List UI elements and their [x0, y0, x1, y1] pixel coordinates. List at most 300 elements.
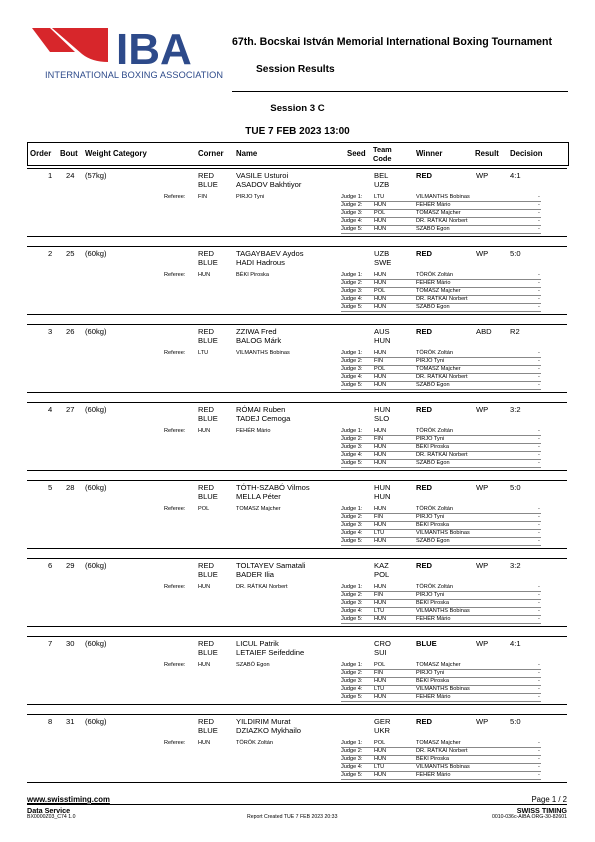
- red-boxer-name: TOLTAYEV Samatali: [236, 561, 306, 570]
- judge-country: HUN: [374, 694, 387, 700]
- judge-score-dash: -: [538, 202, 540, 208]
- footer-doc-code: BX0000Z03_C74 1.0: [27, 814, 76, 820]
- bout-number: 24: [66, 171, 75, 180]
- judge-score-dash: -: [538, 506, 540, 512]
- judge-name: FEHÉR Mário: [416, 202, 451, 208]
- judge-score-dash: -: [538, 592, 540, 598]
- judge-name: SZABÓ Egon: [416, 304, 450, 310]
- judge-row-rule: [341, 233, 541, 234]
- referee-label: Referee:: [164, 662, 186, 668]
- judge-label: Judge 4:: [341, 218, 363, 224]
- judge-name: TÖRÖK Zoltán: [416, 428, 453, 434]
- judge-country: HUN: [374, 748, 387, 754]
- judge-score-dash: -: [538, 694, 540, 700]
- red-boxer-name: TAGAYBAEV Aydos: [236, 249, 304, 258]
- red-team-code: CRO: [374, 639, 391, 648]
- judge-name: TÖRÖK Zoltán: [416, 506, 453, 512]
- judge-label: Judge 2:: [341, 202, 363, 208]
- judge-score-dash: -: [538, 514, 540, 520]
- judge-label: Judge 2:: [341, 748, 363, 754]
- judge-label: Judge 3:: [341, 600, 363, 606]
- judge-label: Judge 4:: [341, 530, 363, 536]
- judge-country: HUN: [374, 382, 387, 388]
- judge-score-dash: -: [538, 194, 540, 200]
- judge-row-rule: [341, 311, 541, 312]
- judge-score-dash: -: [538, 670, 540, 676]
- bout-row: [27, 246, 567, 314]
- bout-bottom-line: [27, 314, 567, 315]
- judge-name: TOMASZ Majcher: [416, 210, 461, 216]
- bout-top-line: [27, 714, 567, 715]
- winner: RED: [416, 561, 433, 570]
- footer-brand: SWISS TIMING: [516, 806, 567, 815]
- col-order: Order: [30, 149, 52, 158]
- bout-top-line: [27, 324, 567, 325]
- bout-row: [27, 402, 567, 470]
- judge-name: TOMASZ Majcher: [416, 288, 461, 294]
- footer-divider: [27, 804, 567, 805]
- bout-row: [27, 714, 567, 782]
- bout-bottom-line: [27, 548, 567, 549]
- judge-name: PIRJO Tyni: [416, 436, 445, 442]
- judge-name: TÖRÖK Zoltán: [416, 584, 453, 590]
- judge-score-dash: -: [538, 444, 540, 450]
- judge-label: Judge 4:: [341, 764, 363, 770]
- decision: 3:2: [510, 561, 521, 570]
- col-corner: Corner: [198, 149, 224, 158]
- bout-row: [27, 480, 567, 548]
- blue-boxer-name: DZIAZKO Mykhailo: [236, 726, 301, 735]
- bout-top-line: [27, 246, 567, 247]
- judge-score-dash: -: [538, 272, 540, 278]
- referee-name: FEHÉR Mário: [236, 428, 271, 434]
- judge-name: VILMANTHS Bobinas: [416, 764, 470, 770]
- session-title: Session 3 C: [270, 103, 325, 114]
- judge-name: FEHÉR Mário: [416, 616, 451, 622]
- result: WP: [476, 639, 489, 648]
- bout-row: [27, 636, 567, 704]
- referee-country: HUN: [198, 740, 211, 746]
- judge-name: DR. RÁTKAI Norbert: [416, 296, 468, 302]
- result: WP: [476, 249, 489, 258]
- result: WP: [476, 717, 489, 726]
- judge-score-dash: -: [538, 530, 540, 536]
- footer-ref: 0010-036c-AIBA.ORG-30-82601: [492, 814, 567, 820]
- judge-score-dash: -: [538, 748, 540, 754]
- judge-country: HUN: [374, 616, 387, 622]
- judge-name: DR. RÁTKAI Norbert: [416, 748, 468, 754]
- weight-category: (60kg): [85, 639, 107, 648]
- judge-score-dash: -: [538, 358, 540, 364]
- bout-row: [27, 558, 567, 626]
- blue-team-code: SWE: [374, 258, 392, 267]
- judge-country: LTU: [374, 764, 385, 770]
- referee-name: TÖRÖK Zoltán: [236, 740, 273, 746]
- corner-blue: BLUE: [198, 414, 218, 423]
- judge-country: HUN: [374, 772, 387, 778]
- judge-score-dash: -: [538, 452, 540, 458]
- bout-number: 27: [66, 405, 75, 414]
- red-team-code: HUN: [374, 483, 391, 492]
- judge-name: SZABÓ Egon: [416, 382, 450, 388]
- referee-label: Referee:: [164, 428, 186, 434]
- judge-row-rule: [341, 467, 541, 468]
- bout-row: [27, 168, 567, 236]
- blue-team-code: POL: [374, 570, 390, 579]
- judge-row-rule: [341, 701, 541, 702]
- judge-name: SZABÓ Egon: [416, 538, 450, 544]
- judge-score-dash: -: [538, 616, 540, 622]
- judge-label: Judge 5:: [341, 694, 363, 700]
- corner-blue: BLUE: [198, 570, 218, 579]
- judge-label: Judge 4:: [341, 374, 363, 380]
- judge-label: Judge 3:: [341, 210, 363, 216]
- judge-name: PIRJO Tyni: [416, 670, 445, 676]
- bout-bottom-line: [27, 236, 567, 237]
- judge-score-dash: -: [538, 460, 540, 466]
- decision: 4:1: [510, 171, 521, 180]
- judge-name: VILMANTHS Bobinas: [416, 686, 470, 692]
- corner-blue: BLUE: [198, 726, 218, 735]
- bout-row: [27, 324, 567, 392]
- report-subtitle: Session Results: [256, 64, 335, 75]
- bout-top-line: [27, 480, 567, 481]
- judge-label: Judge 3:: [341, 444, 363, 450]
- judge-country: HUN: [374, 218, 387, 224]
- bout-bottom-line: [27, 392, 567, 393]
- referee-label: Referee:: [164, 506, 186, 512]
- judge-score-dash: -: [538, 600, 540, 606]
- footer-created: Report Created TUE 7 FEB 2023 20:33: [247, 814, 338, 820]
- judge-country: HUN: [374, 506, 387, 512]
- corner-blue: BLUE: [198, 648, 218, 657]
- referee-country: POL: [198, 506, 210, 512]
- col-team-line1: Team: [373, 145, 392, 154]
- referee-name: VILMANTHS Bobinas: [236, 350, 290, 356]
- judge-label: Judge 5:: [341, 304, 363, 310]
- referee-country: HUN: [198, 428, 211, 434]
- blue-boxer-name: BALOG Márk: [236, 336, 282, 345]
- corner-blue: BLUE: [198, 336, 218, 345]
- bout-bottom-line: [27, 704, 567, 705]
- judge-score-dash: -: [538, 678, 540, 684]
- bout-order: 6: [48, 561, 53, 570]
- bout-top-line: [27, 558, 567, 559]
- red-team-code: AUS: [374, 327, 390, 336]
- decision: 5:0: [510, 249, 521, 258]
- judge-score-dash: -: [538, 686, 540, 692]
- judge-label: Judge 2:: [341, 358, 363, 364]
- bout-order: 2: [48, 249, 53, 258]
- judge-label: Judge 1:: [341, 740, 363, 746]
- judge-label: Judge 5:: [341, 538, 363, 544]
- bout-order: 3: [48, 327, 53, 336]
- col-weight: Weight Category: [85, 149, 147, 158]
- red-team-code: KAZ: [374, 561, 389, 570]
- judge-country: LTU: [374, 686, 385, 692]
- judge-name: DR. RÁTKAI Norbert: [416, 374, 468, 380]
- judge-label: Judge 2:: [341, 436, 363, 442]
- judge-row-rule: [341, 623, 541, 624]
- judge-name: DR. RÁTKAI Norbert: [416, 452, 468, 458]
- judge-country: HUN: [374, 374, 387, 380]
- col-result: Result: [475, 149, 499, 158]
- weight-category: (60kg): [85, 561, 107, 570]
- judge-country: FIN: [374, 514, 384, 520]
- bout-order: 4: [48, 405, 53, 414]
- winner: RED: [416, 405, 433, 414]
- judge-score-dash: -: [538, 288, 540, 294]
- judge-name: DR. RÁTKAI Norbert: [416, 218, 468, 224]
- blue-team-code: UKR: [374, 726, 391, 735]
- bout-bottom-line: [27, 626, 567, 627]
- red-team-code: UZB: [374, 249, 390, 258]
- winner: BLUE: [416, 639, 437, 648]
- weight-category: (60kg): [85, 483, 107, 492]
- judge-name: FEHÉR Mário: [416, 280, 451, 286]
- judge-country: HUN: [374, 428, 387, 434]
- blue-boxer-name: HADI Hadrous: [236, 258, 285, 267]
- red-boxer-name: RÓMAI Ruben: [236, 405, 286, 414]
- referee-country: LTU: [198, 350, 209, 356]
- blue-boxer-name: BADER Ilia: [236, 570, 274, 579]
- judge-country: HUN: [374, 678, 387, 684]
- judge-label: Judge 1:: [341, 584, 363, 590]
- result: WP: [476, 405, 489, 414]
- decision: 5:0: [510, 483, 521, 492]
- corner-blue: BLUE: [198, 180, 218, 189]
- judge-score-dash: -: [538, 772, 540, 778]
- referee-label: Referee:: [164, 272, 186, 278]
- weight-category: (60kg): [85, 405, 107, 414]
- judge-name: BÉKI Piroska: [416, 522, 449, 528]
- bout-number: 28: [66, 483, 75, 492]
- decision: 5:0: [510, 717, 521, 726]
- col-team-line2: Code: [373, 154, 392, 163]
- judge-label: Judge 2:: [341, 280, 363, 286]
- referee-label: Referee:: [164, 584, 186, 590]
- referee-country: HUN: [198, 272, 211, 278]
- judge-country: FIN: [374, 436, 384, 442]
- judge-name: FEHÉR Mário: [416, 694, 451, 700]
- red-boxer-name: LICUL Patrik: [236, 639, 279, 648]
- judge-country: POL: [374, 288, 386, 294]
- judge-country: HUN: [374, 756, 387, 762]
- decision: R2: [510, 327, 520, 336]
- footer-url[interactable]: www.swisstiming.com: [27, 795, 110, 804]
- judge-country: HUN: [374, 226, 387, 232]
- referee-country: HUN: [198, 584, 211, 590]
- decision: 3:2: [510, 405, 521, 414]
- result: WP: [476, 171, 489, 180]
- red-boxer-name: YILDIRIM Murat: [236, 717, 291, 726]
- col-seed: Seed: [347, 149, 366, 158]
- winner: RED: [416, 483, 433, 492]
- winner: RED: [416, 171, 433, 180]
- judge-country: HUN: [374, 280, 387, 286]
- judge-label: Judge 1:: [341, 662, 363, 668]
- red-team-code: BEL: [374, 171, 389, 180]
- judge-row-rule: [341, 389, 541, 390]
- judge-country: HUN: [374, 444, 387, 450]
- referee-country: FIN: [198, 194, 208, 200]
- judge-name: VILMANTHS Bobinas: [416, 194, 470, 200]
- judge-country: HUN: [374, 272, 387, 278]
- bout-order: 8: [48, 717, 53, 726]
- referee-label: Referee:: [164, 194, 186, 200]
- judge-score-dash: -: [538, 522, 540, 528]
- judge-row-rule: [341, 779, 541, 780]
- judge-name: PIRJO Tyni: [416, 592, 445, 598]
- judge-label: Judge 1:: [341, 272, 363, 278]
- bout-bottom-line: [27, 470, 567, 471]
- bout-number: 26: [66, 327, 75, 336]
- judge-name: BÉKI Piroska: [416, 600, 449, 606]
- judge-score-dash: -: [538, 538, 540, 544]
- judge-country: POL: [374, 740, 386, 746]
- judge-country: LTU: [374, 530, 385, 536]
- judge-score-dash: -: [538, 304, 540, 310]
- corner-red: RED: [198, 249, 215, 258]
- blue-boxer-name: MELLA Péter: [236, 492, 281, 501]
- result: WP: [476, 561, 489, 570]
- judge-label: Judge 5:: [341, 382, 363, 388]
- judge-score-dash: -: [538, 210, 540, 216]
- referee-label: Referee:: [164, 350, 186, 356]
- judge-score-dash: -: [538, 740, 540, 746]
- tournament-title: 67th. Bocskai István Memorial International Boxing Tournament: [232, 36, 553, 48]
- judge-name: TOMASZ Majcher: [416, 366, 461, 372]
- decision: 4:1: [510, 639, 521, 648]
- judge-score-dash: -: [538, 296, 540, 302]
- org-name: INTERNATIONAL BOXING ASSOCIATION: [45, 70, 224, 80]
- red-team-code: HUN: [374, 405, 391, 414]
- judge-label: Judge 1:: [341, 428, 363, 434]
- winner: RED: [416, 249, 433, 258]
- col-winner: Winner: [416, 149, 443, 158]
- judge-country: HUN: [374, 522, 387, 528]
- judge-country: HUN: [374, 202, 387, 208]
- judge-country: HUN: [374, 460, 387, 466]
- judge-label: Judge 1:: [341, 194, 363, 200]
- judge-name: PIRJO Tyni: [416, 358, 445, 364]
- judge-name: SZABÓ Egon: [416, 226, 450, 232]
- judge-label: Judge 3:: [341, 756, 363, 762]
- weight-category: (60kg): [85, 717, 107, 726]
- bout-top-line: [27, 168, 567, 169]
- judge-score-dash: -: [538, 428, 540, 434]
- judge-name: VILMANTHS Bobinas: [416, 530, 470, 536]
- judge-label: Judge 5:: [341, 460, 363, 466]
- referee-name: DR. RÁTKAI Norbert: [236, 584, 288, 590]
- judge-country: HUN: [374, 584, 387, 590]
- logo-text: IBA: [116, 25, 192, 74]
- corner-red: RED: [198, 405, 215, 414]
- judge-name: TOMASZ Majcher: [416, 662, 461, 668]
- bout-order: 5: [48, 483, 53, 492]
- judge-score-dash: -: [538, 226, 540, 232]
- footer-data-service: Data Service: [27, 806, 71, 815]
- judge-country: HUN: [374, 304, 387, 310]
- corner-red: RED: [198, 483, 215, 492]
- judge-label: Judge 4:: [341, 686, 363, 692]
- judge-label: Judge 3:: [341, 288, 363, 294]
- bout-bottom-line: [27, 782, 567, 783]
- weight-category: (60kg): [85, 327, 107, 336]
- bout-number: 29: [66, 561, 75, 570]
- judge-country: HUN: [374, 600, 387, 606]
- judge-label: Judge 1:: [341, 350, 363, 356]
- corner-red: RED: [198, 717, 215, 726]
- judge-country: HUN: [374, 538, 387, 544]
- judge-score-dash: -: [538, 608, 540, 614]
- header-divider: [232, 91, 568, 92]
- judge-score-dash: -: [538, 366, 540, 372]
- bout-top-line: [27, 402, 567, 403]
- col-team-code: [373, 145, 392, 163]
- judge-name: BÉKI Piroska: [416, 756, 449, 762]
- result: WP: [476, 483, 489, 492]
- referee-name: SZABÓ Egon: [236, 662, 270, 668]
- result: ABD: [476, 327, 492, 336]
- judge-label: Judge 2:: [341, 514, 363, 520]
- judge-label: Judge 2:: [341, 670, 363, 676]
- referee-label: Referee:: [164, 740, 186, 746]
- footer-page: Page 1 / 2: [531, 795, 567, 804]
- judge-name: FEHÉR Mário: [416, 772, 451, 778]
- judge-label: Judge 3:: [341, 678, 363, 684]
- judge-name: TÖRÖK Zoltán: [416, 350, 453, 356]
- blue-team-code: SUI: [374, 648, 387, 657]
- judge-label: Judge 3:: [341, 522, 363, 528]
- judge-label: Judge 4:: [341, 608, 363, 614]
- referee-name: PIRJO Tyni: [236, 194, 265, 200]
- judge-country: POL: [374, 366, 386, 372]
- corner-blue: BLUE: [198, 492, 218, 501]
- judge-name: VILMANTHS Bobinas: [416, 608, 470, 614]
- judge-score-dash: -: [538, 436, 540, 442]
- judge-score-dash: -: [538, 764, 540, 770]
- bout-order: 7: [48, 639, 53, 648]
- session-date: TUE 7 FEB 2023 13:00: [245, 126, 350, 137]
- corner-red: RED: [198, 561, 215, 570]
- judge-row-rule: [341, 545, 541, 546]
- bout-order: 1: [48, 171, 53, 180]
- blue-team-code: UZB: [374, 180, 390, 189]
- judge-country: HUN: [374, 452, 387, 458]
- judge-name: PIRJO Tyni: [416, 514, 445, 520]
- judge-score-dash: -: [538, 374, 540, 380]
- corner-red: RED: [198, 327, 215, 336]
- judge-score-dash: -: [538, 382, 540, 388]
- blue-boxer-name: LETAIEF Seifeddine: [236, 648, 305, 657]
- judge-label: Judge 2:: [341, 592, 363, 598]
- judge-label: Judge 4:: [341, 296, 363, 302]
- bout-number: 25: [66, 249, 75, 258]
- judge-country: HUN: [374, 296, 387, 302]
- judge-label: Judge 1:: [341, 506, 363, 512]
- weight-category: (57kg): [85, 171, 107, 180]
- judge-name: BÉKI Piroska: [416, 444, 449, 450]
- judge-score-dash: -: [538, 218, 540, 224]
- judge-label: Judge 4:: [341, 452, 363, 458]
- judge-name: BÉKI Piroska: [416, 678, 449, 684]
- winner: RED: [416, 717, 433, 726]
- winner: RED: [416, 327, 433, 336]
- judge-country: HUN: [374, 350, 387, 356]
- judge-country: FIN: [374, 670, 384, 676]
- judge-label: Judge 5:: [341, 772, 363, 778]
